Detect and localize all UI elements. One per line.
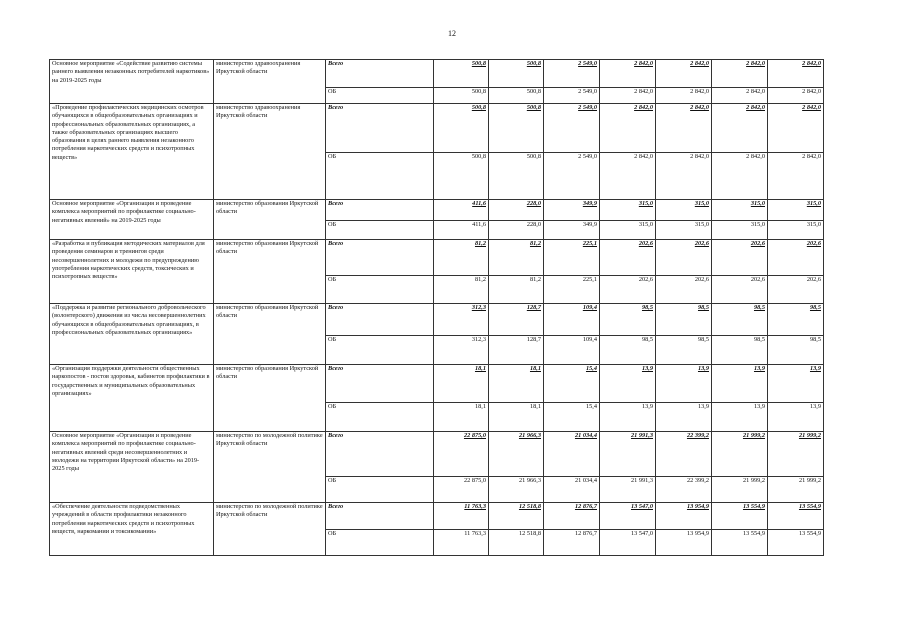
ob-value-cell: 18,1: [489, 403, 544, 432]
total-value-cell: 202,6: [600, 240, 656, 276]
total-value-cell: 2 842,0: [768, 104, 824, 153]
ob-value-cell: 98,5: [656, 336, 712, 365]
total-value-cell: 315,0: [600, 200, 656, 221]
ob-value-cell: 109,4: [544, 336, 600, 365]
total-value-cell: 98,5: [600, 304, 656, 336]
ob-value-cell: 13 554,9: [712, 530, 768, 556]
total-value-cell: 349,9: [544, 200, 600, 221]
total-value-cell: 2 842,0: [712, 60, 768, 88]
total-value-cell: 13 554,9: [768, 503, 824, 530]
ob-value-cell: 22 875,0: [434, 477, 489, 503]
ob-value-cell: 315,0: [600, 221, 656, 240]
ob-value-cell: 411,6: [434, 221, 489, 240]
ob-value-cell: 2 842,0: [656, 153, 712, 200]
executor-cell: министерство по молодежной политике Иркутской области: [214, 432, 326, 503]
funding-source-ob-label: ОБ: [326, 403, 434, 432]
total-value-cell: 81,2: [434, 240, 489, 276]
ob-value-cell: 202,6: [656, 276, 712, 304]
ob-value-cell: 500,8: [489, 153, 544, 200]
executor-cell: министерство образования Иркутской области: [214, 240, 326, 304]
total-value-cell: 2 842,0: [656, 60, 712, 88]
ob-value-cell: 21 966,3: [489, 477, 544, 503]
total-value-cell: 13,9: [768, 365, 824, 403]
funding-source-ob-label: ОБ: [326, 221, 434, 240]
table-row: [50, 503, 824, 530]
ob-value-cell: 11 763,3: [434, 530, 489, 556]
executor-cell: министерство здравоохранения Иркутской области: [214, 60, 326, 104]
table-row: [50, 365, 824, 403]
ob-value-cell: 21 999,2: [768, 477, 824, 503]
total-value-cell: 98,5: [768, 304, 824, 336]
ob-value-cell: 13,9: [768, 403, 824, 432]
ob-value-cell: 22 399,2: [656, 477, 712, 503]
ob-value-cell: 315,0: [712, 221, 768, 240]
total-value-cell: 12 518,8: [489, 503, 544, 530]
executor-cell: министерство образования Иркутской области: [214, 200, 326, 240]
ob-value-cell: 2 549,0: [544, 153, 600, 200]
funding-source-ob-label: ОБ: [326, 153, 434, 200]
activity-name-cell: Основное мероприятие «Содействие развитию системы раннего выявления незаконных потребителей наркотиков» на 2019-2025 годы: [50, 60, 214, 104]
ob-value-cell: 2 842,0: [712, 88, 768, 104]
total-value-cell: 2 549,0: [544, 104, 600, 153]
table-row: [50, 304, 824, 336]
ob-value-cell: 13,9: [600, 403, 656, 432]
total-value-cell: 500,8: [489, 60, 544, 88]
activity-name-cell: «Организация поддержки деятельности общественных наркопостов - постов здоровья, кабинетов профилактики в государственных и муниципальных образовательных организациях»: [50, 365, 214, 432]
total-value-cell: 315,0: [712, 200, 768, 221]
ob-value-cell: 2 842,0: [712, 153, 768, 200]
executor-cell: министерство по молодежной политике Иркутской области: [214, 503, 326, 556]
total-value-cell: 202,6: [656, 240, 712, 276]
total-value-cell: 13,9: [712, 365, 768, 403]
table-row: [50, 240, 824, 276]
total-value-cell: 13 547,0: [600, 503, 656, 530]
ob-value-cell: 98,5: [712, 336, 768, 365]
funding-source-total-label: Всего: [326, 304, 434, 336]
activity-name-cell: «Проведение профилактических медицинских осмотров обучающихся в общеобразовательных организациях и профессиональных образовательных организациях, а также образовательных организациях высшего образования в целях раннего выявления незаконного потребления наркотических средств и психотропных веществ»: [50, 104, 214, 200]
ob-value-cell: 500,8: [489, 88, 544, 104]
total-value-cell: 15,4: [544, 365, 600, 403]
total-value-cell: 2 842,0: [600, 60, 656, 88]
ob-value-cell: 228,0: [489, 221, 544, 240]
total-value-cell: 21 999,2: [712, 432, 768, 477]
total-value-cell: 202,6: [712, 240, 768, 276]
funding-source-total-label: Всего: [326, 365, 434, 403]
ob-value-cell: 2 842,0: [768, 88, 824, 104]
total-value-cell: 21 991,3: [600, 432, 656, 477]
activity-name-cell: Основное мероприятие «Организация и проведение комплекса мероприятий по профилактике социально-негативных явлений среди несовершеннолетних и молодежи на территории Иркутской области» на 2019-2025 годы: [50, 432, 214, 503]
ob-value-cell: 2 842,0: [600, 88, 656, 104]
total-value-cell: 21 966,3: [489, 432, 544, 477]
total-value-cell: 11 763,3: [434, 503, 489, 530]
funding-source-ob-label: ОБ: [326, 276, 434, 304]
activity-name-cell: «Разработка и публикация методических материалов для проведения семинаров и тренингов среди несовершеннолетних и молодежи по предупреждению употребления наркотических средств, токсических и психотропных веществ»: [50, 240, 214, 304]
total-value-cell: 13,9: [600, 365, 656, 403]
ob-value-cell: 13 954,9: [656, 530, 712, 556]
total-value-cell: 13 954,9: [656, 503, 712, 530]
total-value-cell: 13,9: [656, 365, 712, 403]
funding-source-ob-label: ОБ: [326, 530, 434, 556]
total-value-cell: 202,6: [768, 240, 824, 276]
total-value-cell: 411,6: [434, 200, 489, 221]
total-value-cell: 22 399,2: [656, 432, 712, 477]
table-row: [50, 60, 824, 88]
budget-table: [49, 59, 824, 556]
ob-value-cell: 312,3: [434, 336, 489, 365]
ob-value-cell: 202,6: [712, 276, 768, 304]
ob-value-cell: 81,2: [489, 276, 544, 304]
ob-value-cell: 202,6: [600, 276, 656, 304]
funding-source-ob-label: ОБ: [326, 336, 434, 365]
funding-source-total-label: Всего: [326, 104, 434, 153]
ob-value-cell: 13,9: [656, 403, 712, 432]
funding-source-total-label: Всего: [326, 503, 434, 530]
total-value-cell: 18,1: [489, 365, 544, 403]
funding-source-total-label: Всего: [326, 200, 434, 221]
funding-source-total-label: Всего: [326, 60, 434, 88]
activity-name-cell: Основное мероприятие «Организация и проведение комплекса мероприятий по профилактике социально-негативных явлений» на 2019-2025 годы: [50, 200, 214, 240]
ob-value-cell: 202,6: [768, 276, 824, 304]
ob-value-cell: 128,7: [489, 336, 544, 365]
total-value-cell: 18,1: [434, 365, 489, 403]
total-value-cell: 315,0: [768, 200, 824, 221]
total-value-cell: 315,0: [656, 200, 712, 221]
total-value-cell: 13 554,9: [712, 503, 768, 530]
ob-value-cell: 15,4: [544, 403, 600, 432]
total-value-cell: 2 842,0: [712, 104, 768, 153]
executor-cell: министерство образования Иркутской области: [214, 304, 326, 365]
total-value-cell: 21 034,4: [544, 432, 600, 477]
executor-cell: министерство здравоохранения Иркутской области: [214, 104, 326, 200]
page-number: 12: [448, 29, 456, 38]
ob-value-cell: 12 876,7: [544, 530, 600, 556]
ob-value-cell: 225,1: [544, 276, 600, 304]
total-value-cell: 98,5: [656, 304, 712, 336]
total-value-cell: 109,4: [544, 304, 600, 336]
total-value-cell: 2 842,0: [600, 104, 656, 153]
total-value-cell: 312,3: [434, 304, 489, 336]
ob-value-cell: 2 842,0: [656, 88, 712, 104]
ob-value-cell: 21 991,3: [600, 477, 656, 503]
total-value-cell: 128,7: [489, 304, 544, 336]
activity-name-cell: «Поддержка и развитие регионального добровольческого (волонтерского) движения из числа несовершеннолетних обучающихся в общеобразовательных организациях, в профессиональных образовательных организациях»: [50, 304, 214, 365]
ob-value-cell: 98,5: [768, 336, 824, 365]
total-value-cell: 22 875,0: [434, 432, 489, 477]
total-value-cell: 500,8: [489, 104, 544, 153]
funding-source-ob-label: ОБ: [326, 88, 434, 104]
total-value-cell: 2 549,0: [544, 60, 600, 88]
ob-value-cell: 12 518,8: [489, 530, 544, 556]
funding-source-total-label: Всего: [326, 432, 434, 477]
ob-value-cell: 500,8: [434, 153, 489, 200]
ob-value-cell: 2 549,0: [544, 88, 600, 104]
ob-value-cell: 81,2: [434, 276, 489, 304]
total-value-cell: 225,1: [544, 240, 600, 276]
total-value-cell: 500,8: [434, 60, 489, 88]
total-value-cell: 98,5: [712, 304, 768, 336]
table-row: [50, 200, 824, 221]
ob-value-cell: 13,9: [712, 403, 768, 432]
executor-cell: министерство образования Иркутской области: [214, 365, 326, 432]
ob-value-cell: 315,0: [656, 221, 712, 240]
total-value-cell: 2 842,0: [656, 104, 712, 153]
total-value-cell: 500,8: [434, 104, 489, 153]
ob-value-cell: 2 842,0: [600, 153, 656, 200]
ob-value-cell: 21 999,2: [712, 477, 768, 503]
total-value-cell: 21 999,2: [768, 432, 824, 477]
ob-value-cell: 98,5: [600, 336, 656, 365]
total-value-cell: 2 842,0: [768, 60, 824, 88]
ob-value-cell: 349,9: [544, 221, 600, 240]
ob-value-cell: 13 547,0: [600, 530, 656, 556]
total-value-cell: 12 876,7: [544, 503, 600, 530]
funding-source-ob-label: ОБ: [326, 477, 434, 503]
ob-value-cell: 2 842,0: [768, 153, 824, 200]
table-row: [50, 432, 824, 477]
ob-value-cell: 315,0: [768, 221, 824, 240]
ob-value-cell: 21 034,4: [544, 477, 600, 503]
funding-source-total-label: Всего: [326, 240, 434, 276]
ob-value-cell: 18,1: [434, 403, 489, 432]
total-value-cell: 228,0: [489, 200, 544, 221]
ob-value-cell: 500,8: [434, 88, 489, 104]
total-value-cell: 81,2: [489, 240, 544, 276]
table-row: [50, 104, 824, 153]
ob-value-cell: 13 554,9: [768, 530, 824, 556]
activity-name-cell: «Обеспечение деятельности подведомственных учреждений в области профилактики незаконного потребления наркотических средств и психотропных веществ, наркомании и токсикомании»: [50, 503, 214, 556]
